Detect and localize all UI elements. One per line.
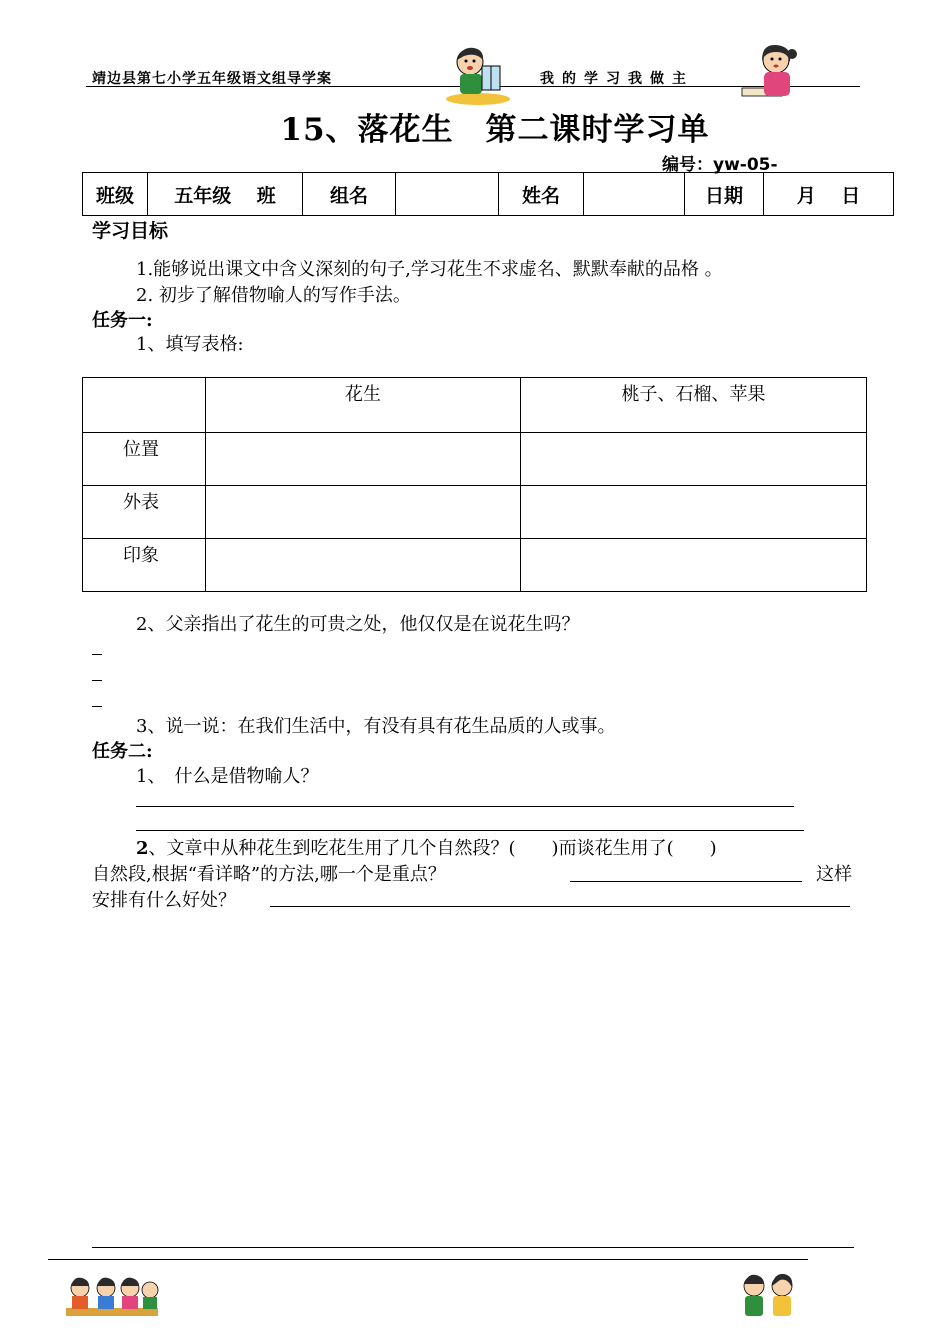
task1-heading: 任务一: [92,310,153,331]
row-label-position: 位置 [83,433,206,486]
answer-blank-2[interactable] [92,680,102,681]
class-label: 班级 [83,173,148,216]
serial-number: 编号：yw-05- [662,155,778,175]
student-info-table [82,172,894,216]
task2-q1: 1、 什么是借物喻人？ [136,766,319,787]
cell-fruits-position[interactable] [521,433,867,486]
date-label: 日期 [685,173,764,216]
group-field[interactable] [396,173,499,216]
date-field[interactable]: 月 日 [764,173,894,216]
answer-blank-1[interactable] [92,654,102,655]
task1-q3: 3、说一说：在我们生活中，有没有具有花生品质的人或事。 [136,716,616,737]
task2-q2-number: 2 [136,838,149,859]
header-school: 靖边县第七小学五年级语文组导学案 [92,71,332,87]
footer-rule-1 [92,1247,854,1248]
goal-item-1: 1.能够说出课文中含义深刻的句子,学习花生不求虚名、默默奉献的品格 。 [136,259,723,280]
name-label: 姓名 [499,173,584,216]
page-title: 15、落花生 第二课时学习单 [280,112,710,148]
task1-q2: 2、父亲指出了花生的可贵之处，他仅仅是在说花生吗？ [136,614,580,635]
header-motto: 我的学习我做主 [540,71,694,87]
task2-q1-answer-line-1[interactable] [136,806,794,807]
goals-heading: 学习目标 [92,220,169,242]
name-field[interactable] [584,173,685,216]
table-corner [83,378,206,433]
row-label-appearance: 外表 [83,486,206,539]
footer-rule-2 [48,1259,808,1260]
reading-girl-illustration [738,40,806,104]
task2-q2-line2: 自然段,根据“看详略”的方法,哪一个是重点？ [92,864,446,885]
task1-q1: 1、填写表格: [136,334,244,355]
talking-kids-illustration [736,1270,802,1322]
goal-item-2: 2. 初步了解借物喻人的写作手法。 [136,285,411,306]
task2-q2-tail: 这样 [816,864,852,885]
task2-q2-text: 、文章中从种花生到吃花生用了几个自然段？( )而谈花生用了( ) [148,838,717,859]
row-label-impression: 印象 [83,539,206,592]
task2-q2-answer-line[interactable] [570,881,802,882]
comparison-table [82,377,867,592]
task2-q2-line1 [136,834,717,860]
reading-boy-illustration [444,42,514,106]
task2-q2-benefit-line[interactable] [270,906,850,907]
task2-q2-line3: 安排有什么好处？ [92,890,236,911]
cell-fruits-impression[interactable] [521,539,867,592]
cell-peanut-position[interactable] [206,433,521,486]
group-of-kids-illustration [62,1272,162,1322]
column-peanut: 花生 [206,378,521,433]
cell-peanut-appearance[interactable] [206,486,521,539]
cell-peanut-impression[interactable] [206,539,521,592]
task2-q1-answer-line-2[interactable] [136,830,804,831]
group-label: 组名 [303,173,396,216]
answer-blank-3[interactable] [92,706,102,707]
task2-heading: 任务二: [92,741,153,762]
class-value[interactable]: 五年级 班 [148,173,303,216]
column-fruits: 桃子、石榴、苹果 [521,378,867,433]
cell-fruits-appearance[interactable] [521,486,867,539]
